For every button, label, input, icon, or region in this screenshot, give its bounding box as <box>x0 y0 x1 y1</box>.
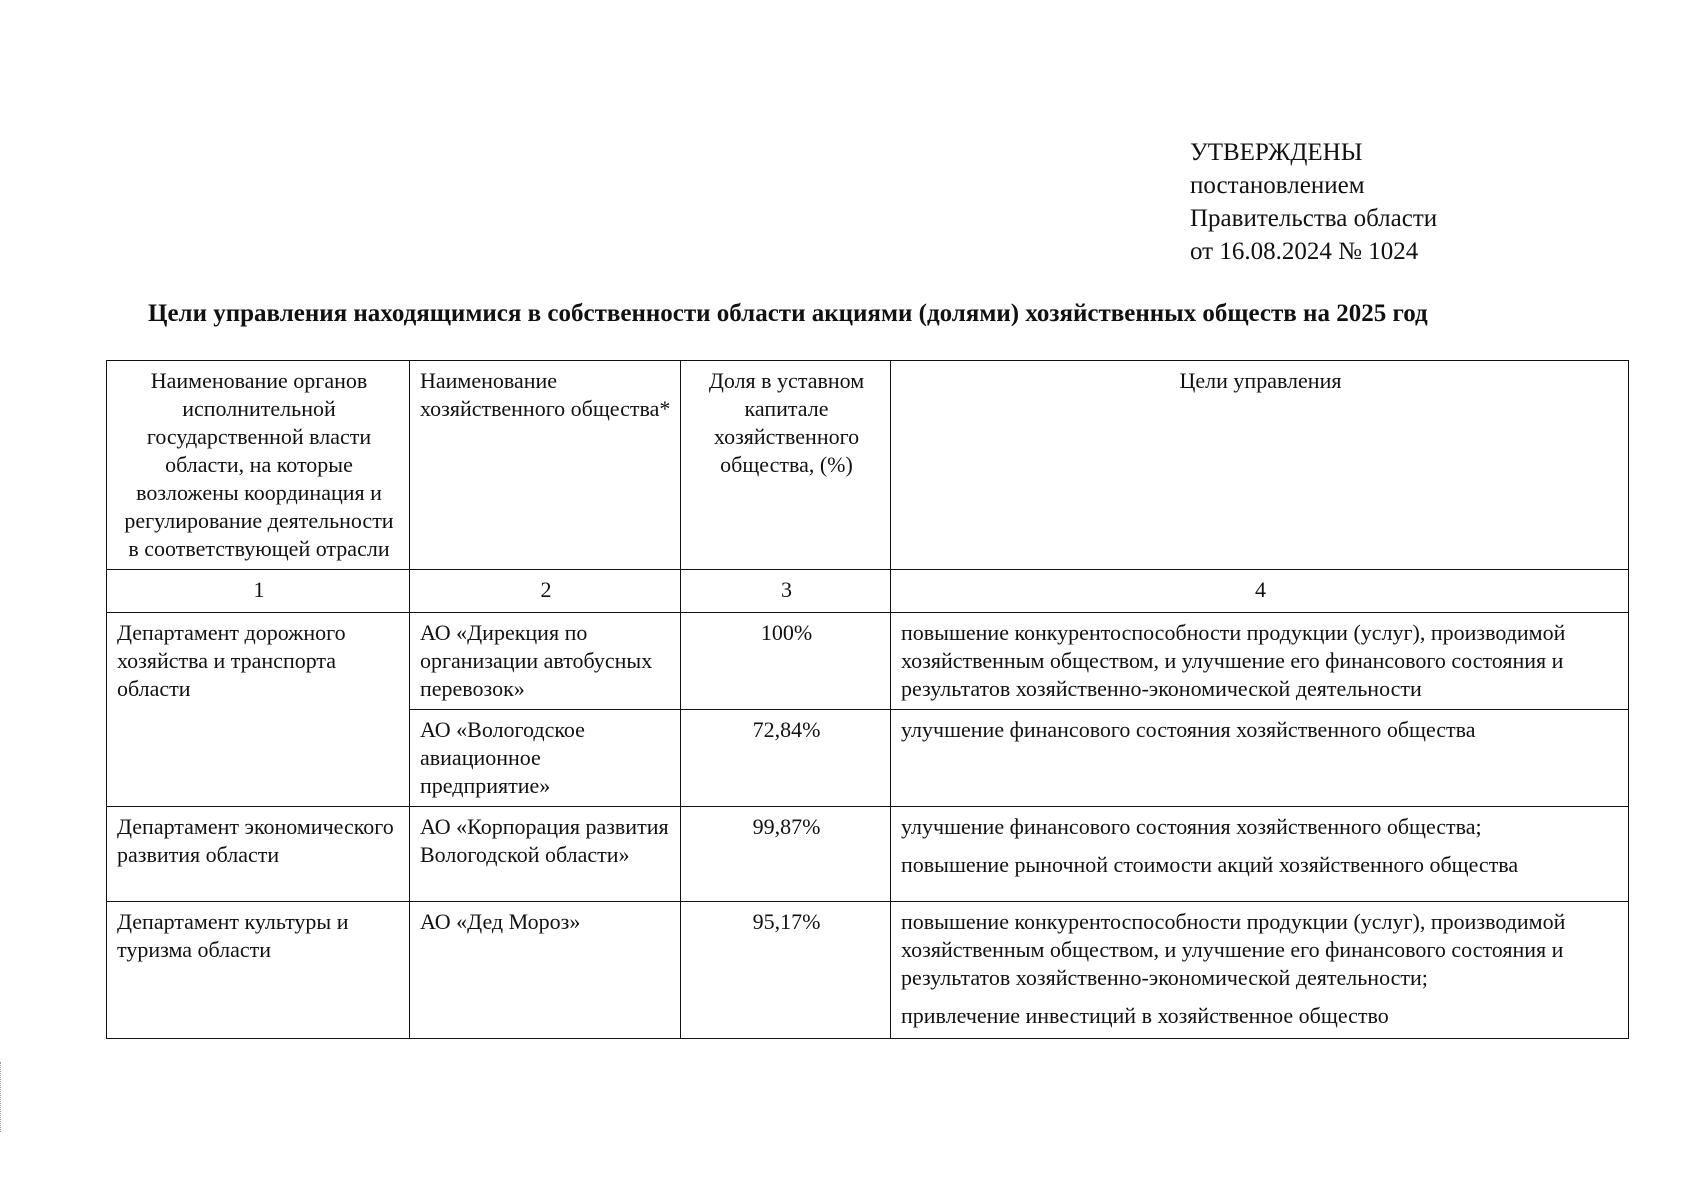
company-cell: АО «Вологодское авиационное предприятие» <box>410 710 681 807</box>
goals-cell <box>891 807 1629 902</box>
goals-cell <box>891 710 1629 807</box>
table-header-row <box>107 361 1629 570</box>
approval-issuer: Правительства области <box>1190 205 1438 232</box>
department-cell: Департамент экономического развития области <box>107 807 410 902</box>
goal-item: привлечение инвестиций в хозяйственное общество <box>901 1003 1389 1028</box>
table-row <box>107 613 1629 710</box>
approval-date-number: от 16.08.2024 № 1024 <box>1190 238 1419 265</box>
column-number: 1 <box>107 570 410 613</box>
column-number: 2 <box>410 570 681 613</box>
goals-cell <box>891 902 1629 1039</box>
management-goals-table <box>106 360 1629 1039</box>
department-cell: Департамент дорожного хозяйства и транспорта области <box>107 613 410 807</box>
goal-item: улучшение финансового состояния хозяйственного общества; <box>901 814 1482 839</box>
goals-cell <box>891 613 1629 710</box>
goal-item: повышение конкурентоспособности продукции (услуг), производимой хозяйственным обществом, и улучшение его финансового состояния и результатов хозяйственно-экономической деятельности <box>901 620 1566 701</box>
share-cell: 100% <box>681 613 891 710</box>
scan-edge-marks <box>0 1062 4 1132</box>
share-cell: 99,87% <box>681 807 891 902</box>
goal-item: повышение конкурентоспособности продукции (услуг), производимой хозяйственным обществом, и улучшение его финансового состояния и результатов хозяйственно-экономической деятельности; <box>901 909 1566 990</box>
column-number: 3 <box>681 570 891 613</box>
header-authority: Наименование органов исполнительной государственной власти области, на которые возложены координация и регулирование деятельности в соответствующей отрасли <box>107 361 410 570</box>
table-row <box>107 807 1629 902</box>
goal-item: повышение рыночной стоимости акций хозяйственного общества <box>901 852 1519 877</box>
column-number: 4 <box>891 570 1629 613</box>
approval-stamp <box>1190 136 1437 268</box>
table-row <box>107 902 1629 1039</box>
approval-decree: постановлением <box>1190 172 1365 199</box>
document-title: Цели управления находящимися в собственности области акциями (долями) хозяйственных обществ на 2025 год <box>148 300 1428 327</box>
goal-item: улучшение финансового состояния хозяйственного общества <box>901 717 1476 742</box>
company-cell: АО «Дед Мороз» <box>410 902 681 1039</box>
header-goals: Цели управления <box>891 361 1629 570</box>
header-company: Наименование хозяйственного общества* <box>410 361 681 570</box>
share-cell: 95,17% <box>681 902 891 1039</box>
company-cell: АО «Дирекция по организации автобусных перевозок» <box>410 613 681 710</box>
department-cell: Департамент культуры и туризма области <box>107 902 410 1039</box>
header-share: Доля в уставном капитале хозяйственного общества, (%) <box>681 361 891 570</box>
share-cell: 72,84% <box>681 710 891 807</box>
column-number-row <box>107 570 1629 613</box>
company-cell: АО «Корпорация развития Вологодской области» <box>410 807 681 902</box>
approval-heading: УТВЕРЖДЕНЫ <box>1190 139 1363 166</box>
